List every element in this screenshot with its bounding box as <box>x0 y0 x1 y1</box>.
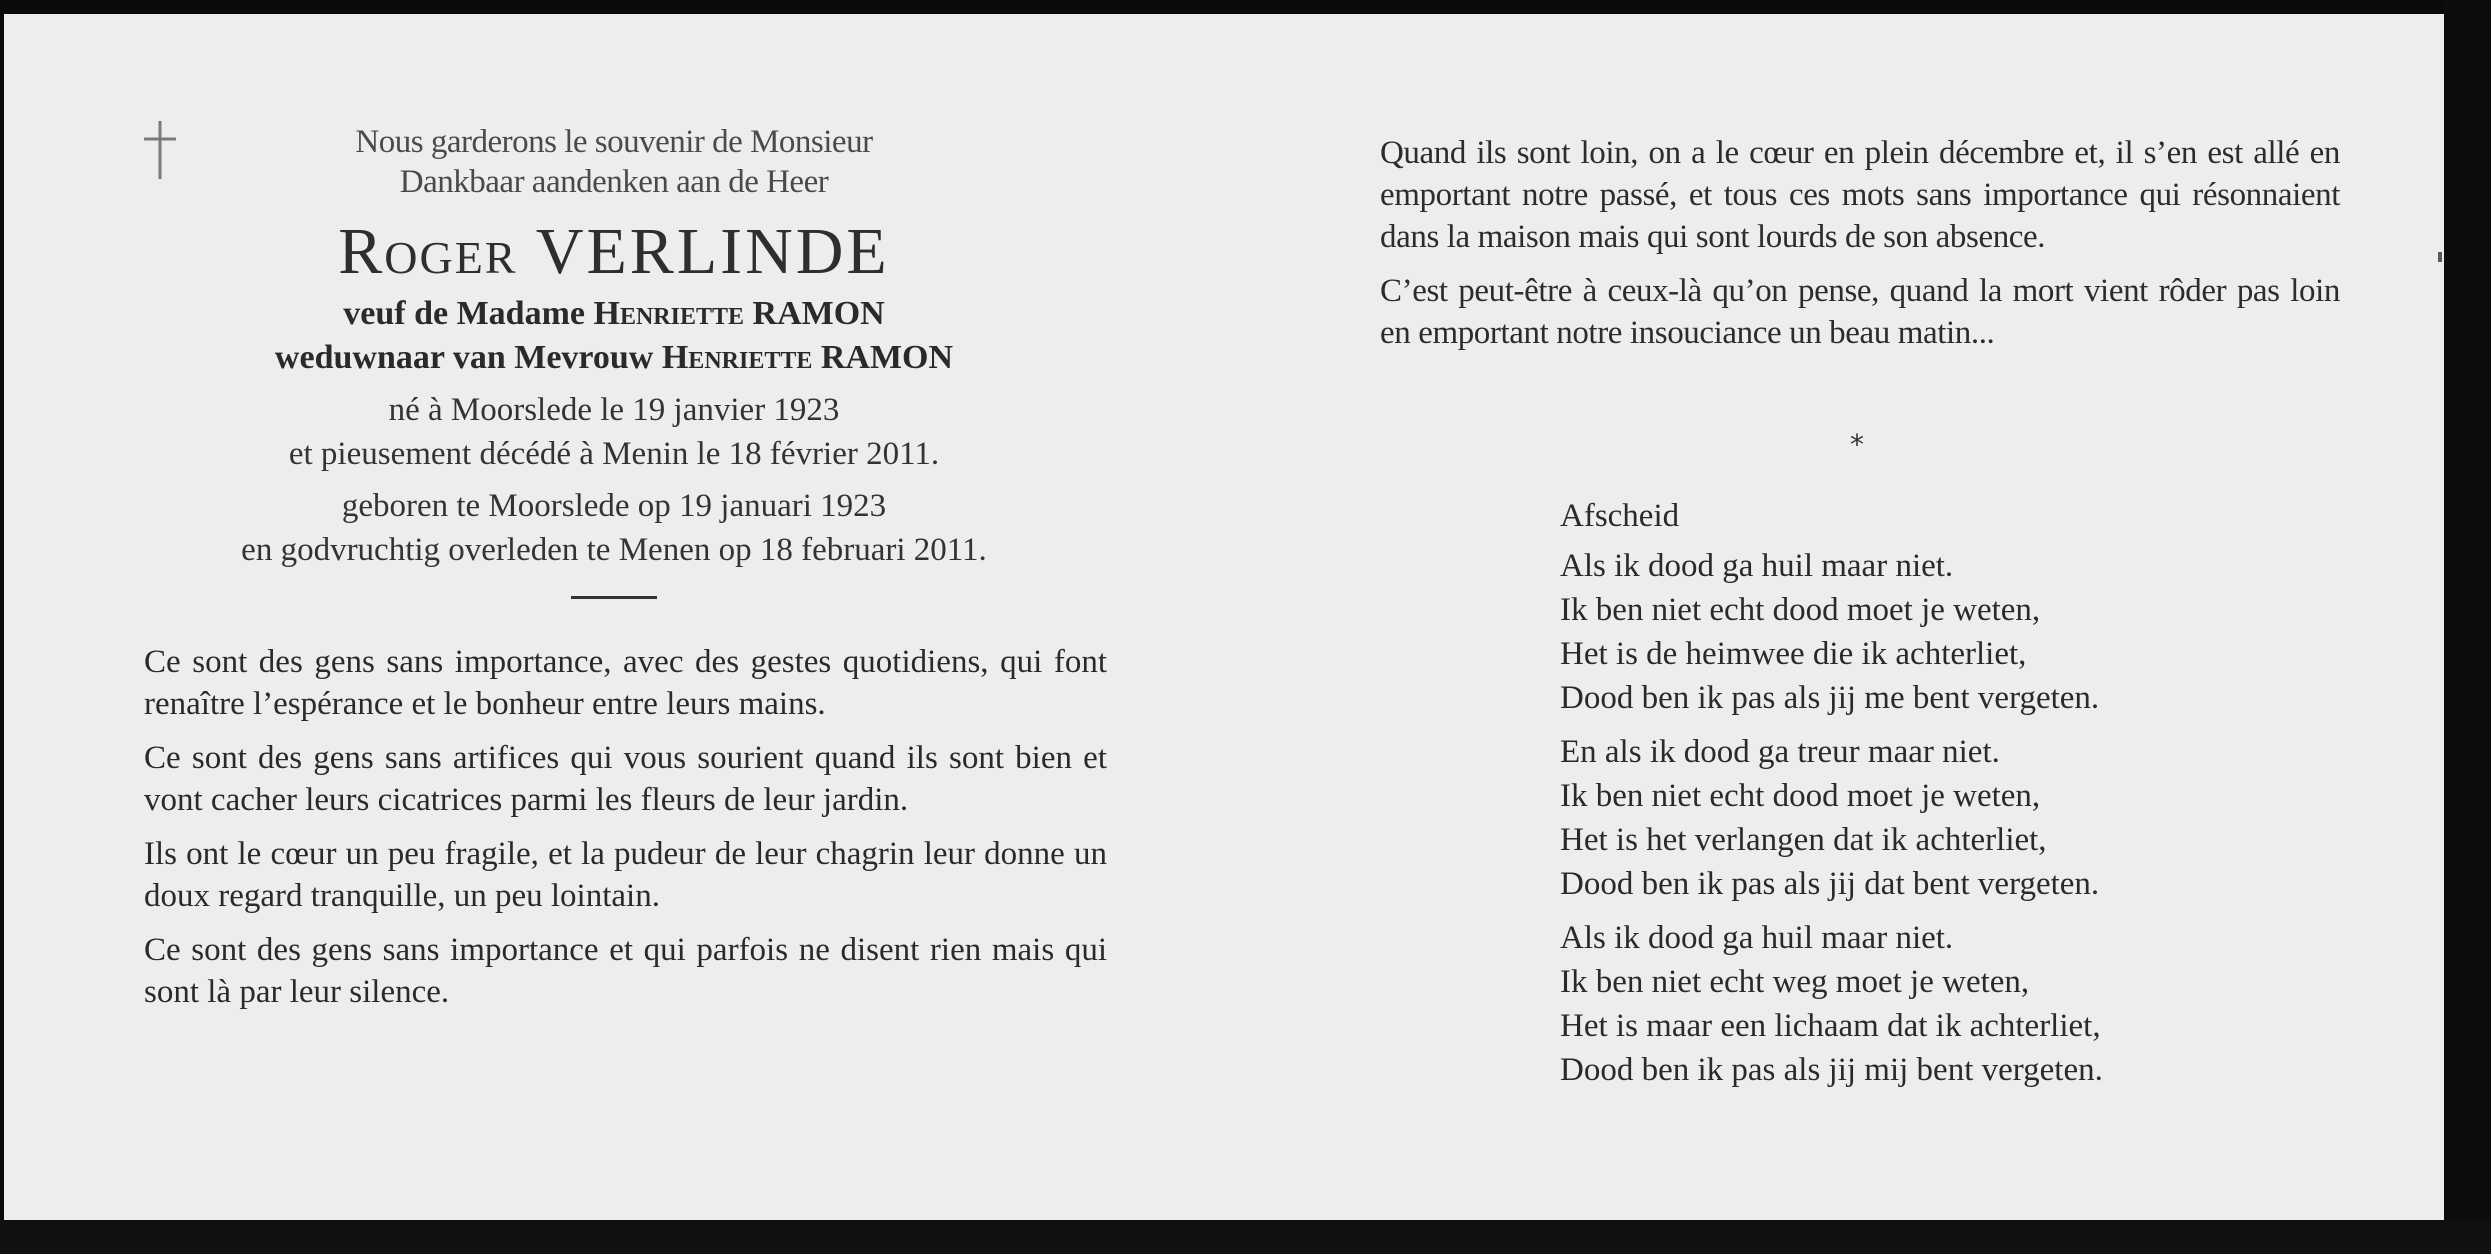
prose-paragraph: Ce sont des gens sans importance, avec des gestes quotidiens, qui font renaître l’espérance et le bonheur entre leurs mains. <box>144 644 1107 722</box>
poem-verse: Het is het verlangen dat ik achterliet, <box>1560 822 2047 858</box>
poem-stanza <box>1560 730 2260 906</box>
poem-verse: Ik ben niet echt dood moet je weten, <box>1560 592 2041 628</box>
death-french: et pieusement décédé à Menin le 18 février 2011. <box>288 436 940 472</box>
poem-verse: Dood ben ik pas als jij mij bent vergeten. <box>1560 1052 2103 1088</box>
intro-french: Nous garderons le souvenir de Monsieur <box>355 124 873 160</box>
divider <box>571 596 657 599</box>
poem-verse: Als ik dood ga huil maar niet. <box>1560 548 1954 584</box>
poem-verse: Ik ben niet echt weg moet je weten, <box>1560 964 2030 1000</box>
spouse-first-name: Henriette <box>593 295 745 332</box>
fold-mark <box>2438 252 2442 262</box>
deceased-first-name: Roger <box>338 215 518 288</box>
poem-verse: Als ik dood ga huil maar niet. <box>1560 920 1954 956</box>
poem-verse: Dood ben ik pas als jij dat bent vergeten. <box>1560 866 2100 902</box>
left-prose <box>144 641 1107 1025</box>
widower-dutch <box>104 336 1124 380</box>
prose-paragraph: C’est peut-être à ceux-là qu’on pense, quand la mort vient rôder pas loin en emportant notre insouciance un beau matin... <box>1380 273 2340 351</box>
poem-stanza <box>1560 544 2260 720</box>
poem-verse: En als ik dood ga treur maar niet. <box>1560 734 2000 770</box>
intro-dutch: Dankbaar aandenken aan de Heer <box>399 164 829 200</box>
prose-paragraph: Ils ont le cœur un peu fragile, et la pudeur de leur chagrin leur donne un doux regard tranquille, un peu lointain. <box>144 836 1107 914</box>
widower-dutch-prefix: weduwnaar van Mevrouw <box>274 339 654 376</box>
poem-title: Afscheid <box>1560 498 1680 534</box>
separator-star: * <box>1850 428 1864 461</box>
scan-edge-bottom <box>0 1220 2491 1254</box>
widower-french-prefix: veuf de Madame <box>343 295 586 332</box>
poem-verse: Het is de heimwee die ik achterliet, <box>1560 636 2027 672</box>
poem-verse: Ik ben niet echt dood moet je weten, <box>1560 778 2041 814</box>
memorial-card <box>4 14 2444 1220</box>
birth-french: né à Moorslede le 19 janvier 1923 <box>388 392 840 428</box>
spouse-first-name-nl: Henriette <box>661 339 813 376</box>
poem-stanza <box>1560 916 2260 1092</box>
prose-paragraph: Ce sont des gens sans artifices qui vous sourient quand ils sont bien et vont cacher leurs cicatrices parmi les fleurs de leur jardin. <box>144 740 1107 818</box>
prose-paragraph: Ce sont des gens sans importance et qui parfois ne disent rien mais qui sont là par leur silence. <box>144 932 1107 1010</box>
death-dutch: en godvruchtig overleden te Menen op 18 februari 2011. <box>241 532 987 568</box>
poem <box>1560 494 2260 1102</box>
poem-verse: Dood ben ik pas als jij me bent vergeten. <box>1560 680 2100 716</box>
scan-edge-right <box>2444 0 2491 1254</box>
widower-french <box>104 292 1124 336</box>
right-prose <box>1380 132 2340 366</box>
birth-dutch: geboren te Moorslede op 19 januari 1923 <box>341 488 887 524</box>
deceased-last-name: VERLINDE <box>535 215 890 288</box>
poem-verse: Het is maar een lichaam dat ik achterliet, <box>1560 1008 2101 1044</box>
deceased-name <box>104 212 1124 292</box>
spouse-last-name-nl: RAMON <box>820 339 954 376</box>
prose-paragraph: Quand ils sont loin, on a le cœur en plein décembre et, il s’en est allé en emportant notre passé, et tous ces mots sans importance qui résonnaient dans la maison mais qui sont lourds de son absence. <box>1380 135 2340 255</box>
memorial-header <box>104 122 1124 599</box>
spouse-last-name: RAMON <box>752 295 885 332</box>
